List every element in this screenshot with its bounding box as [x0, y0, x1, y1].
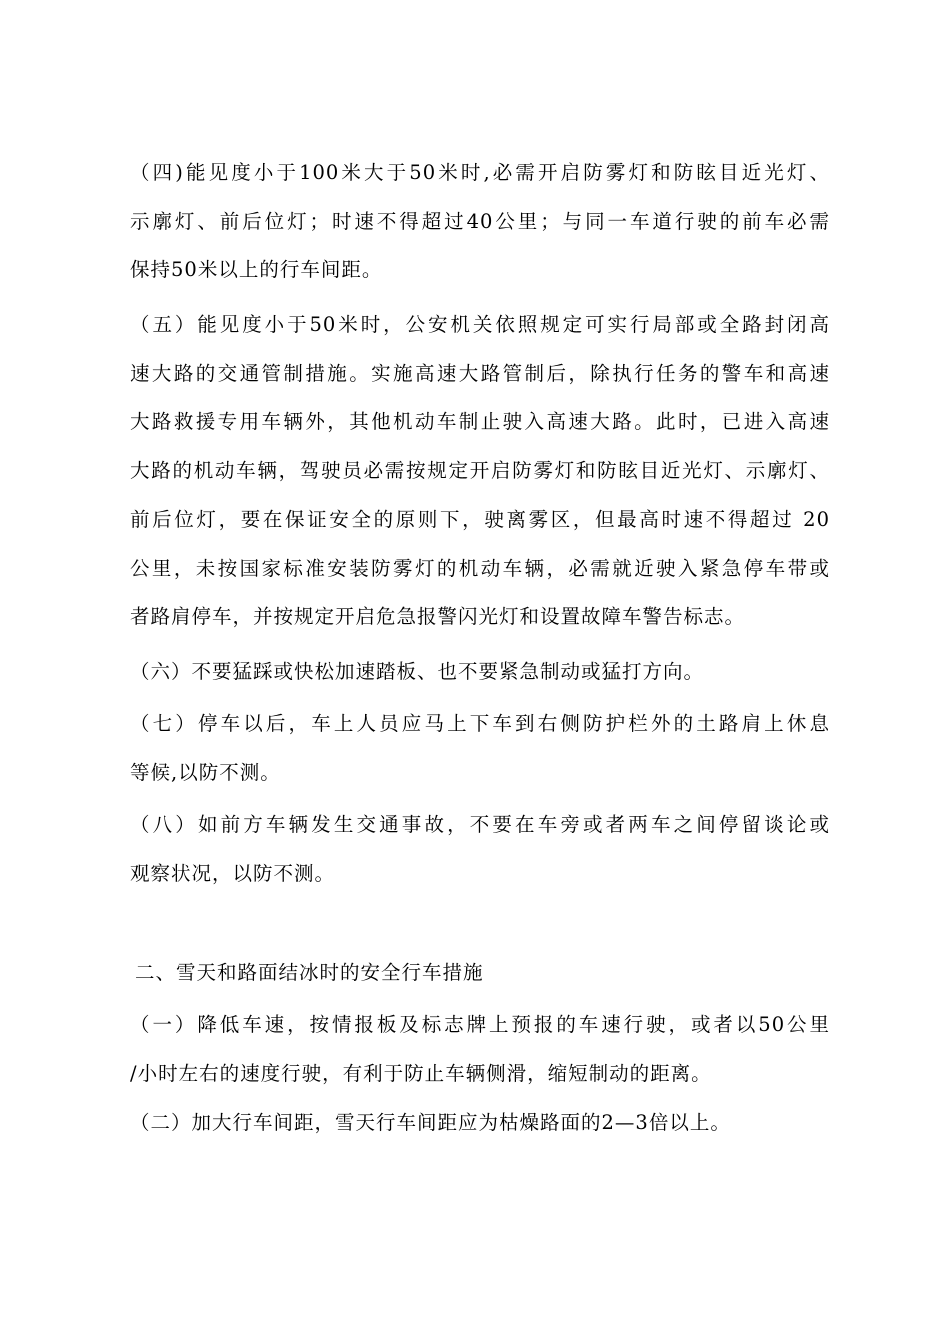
text-line: 观察状况，以防不测。: [130, 862, 336, 885]
text-line: 大路的机动车辆，驾驶员必需按规定开启防雾灯和防眩目近光灯、示廓灯、: [130, 459, 830, 482]
text-line: 示廓灯、前后位灯；时速不得超过40公里；与同一车道行驶的前车必需: [130, 210, 830, 233]
text-line: （一）降低车速，按情报板及标志牌上预报的车速行驶，或者以50公里: [130, 1013, 830, 1036]
section-heading: 二、雪天和路面结冰时的安全行车措施: [135, 961, 484, 984]
text-line: （二）加大行车间距，雪天行车间距应为枯燥路面的2—3倍以上。: [130, 1111, 731, 1134]
text-line: （七）停车以后，车上人员应马上下车到右侧防护栏外的土路肩上休息: [130, 712, 830, 735]
text-line: 大路救援专用车辆外，其他机动车制止驶入高速大路。此时，已进入高速: [130, 410, 830, 433]
text-line: 等候,以防不测。: [130, 761, 281, 784]
text-line: 保持50米以上的行车间距。: [130, 258, 383, 281]
text-line: 速大路的交通管制措施。实施高速大路管制后，除执行任务的警车和高速: [130, 362, 830, 385]
text-line: （五）能见度小于50米时，公安机关依照规定可实行局部或全路封闭高: [130, 313, 830, 336]
text-line: 公里，未按国家标准安装防雾灯的机动车辆，必需就近驶入紧急停车带或: [130, 557, 830, 580]
text-line: 者路肩停车，并按规定开启危急报警闪光灯和设置故障车警告标志。: [130, 605, 746, 628]
text-line: （八）如前方车辆发生交通事故，不要在车旁或者两车之间停留谈论或: [130, 813, 830, 836]
text-line: /小时左右的速度行驶，有利于防止车辆侧滑，缩短制动的距离。: [130, 1062, 712, 1085]
text-line: （四)能见度小于100米大于50米时,必需开启防雾灯和防眩目近光灯、: [130, 161, 830, 184]
text-line: （六）不要猛踩或快松加速踏板、也不要紧急制动或猛打方向。: [130, 660, 705, 683]
text-line: 前后位灯，要在保证安全的原则下，驶离雾区，但最高时速不得超过 20: [130, 508, 830, 531]
